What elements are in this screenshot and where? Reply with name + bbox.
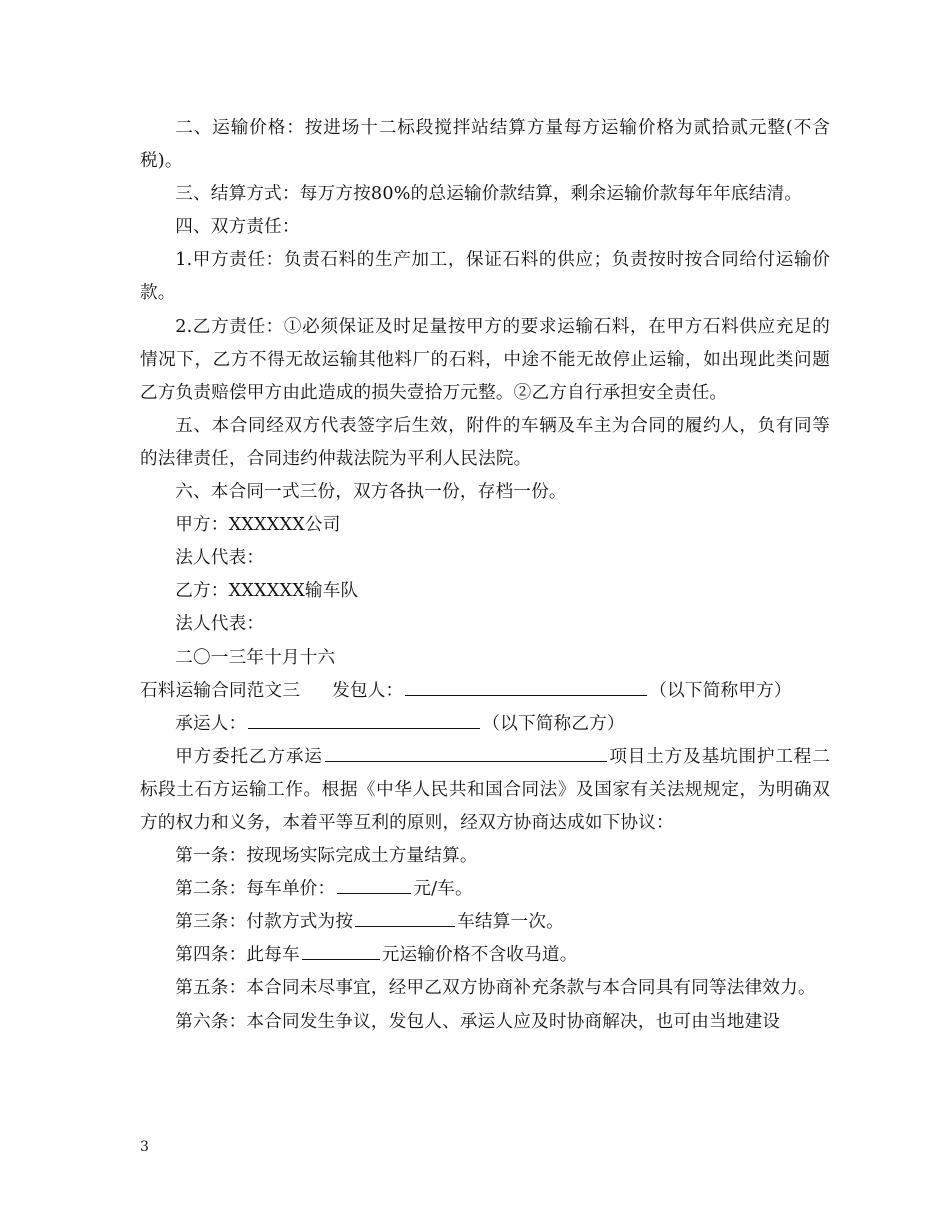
party-b-name: 乙方：XXXXXX输车队 xyxy=(175,581,359,602)
employer-label: 发包人： xyxy=(332,680,404,701)
employer-suffix: （以下简称甲方） xyxy=(649,680,792,701)
article-5: 第五条：本合同未尽事宜，经甲乙双方协商补充条款与本合同具有同等法律效力。 xyxy=(175,978,816,999)
project-blank-field[interactable] xyxy=(325,742,607,761)
contract-three-header-line xyxy=(140,675,830,708)
unit-price-blank-field[interactable] xyxy=(337,875,411,894)
carrier-line xyxy=(140,708,830,741)
article-3 xyxy=(140,906,830,939)
per-truck-price-blank-field[interactable] xyxy=(302,941,380,960)
article-1: 第一条：按现场实际完成土方量结算。 xyxy=(175,846,478,867)
article-2-prefix: 第二条：每车单价： xyxy=(175,879,336,900)
article-3-prefix: 第三条：付款方式为按 xyxy=(175,912,354,933)
clause-copies: 六、本合同一式三份，双方各执一份，存档一份。 xyxy=(175,482,567,503)
clause-settlement: 三、结算方式：每万方按80%的总运输价款结算，剩余运输价款每年年底结清。 xyxy=(175,184,803,205)
party-a-name: 甲方：XXXXXX公司 xyxy=(175,515,341,536)
article-4 xyxy=(140,939,830,972)
article-2 xyxy=(140,873,830,906)
entrust-suffix: 项目土方及基坑围护工程二标段土石方运输工作。根据《中华人民共和国合同法》及国家有关法规规定，为明确双方的权力和义务，本着平等互利的原则，经双方协商达成如下协议： xyxy=(140,746,830,833)
clause-party-a-duty: 1.甲方责任：负责石料的生产加工，保证石料的供应；负责按时按合同给付运输价款。 xyxy=(140,250,830,304)
contract-three-title: 石料运输合同范文三 xyxy=(140,680,301,701)
page-number: 3 xyxy=(140,1139,149,1155)
article-6: 第六条：本合同发生争议，发包人、承运人应及时协商解决，也可由当地建设 xyxy=(175,1011,781,1032)
party-a-representative: 法人代表： xyxy=(175,548,265,569)
party-b-representative: 法人代表： xyxy=(175,614,265,635)
payment-interval-blank-field[interactable] xyxy=(355,908,455,927)
carrier-suffix: （以下简称乙方） xyxy=(482,713,625,734)
article-3-suffix: 车结算一次。 xyxy=(457,912,564,933)
clause-responsibilities-heading: 四、双方责任： xyxy=(175,217,300,238)
document-body xyxy=(140,112,830,1039)
carrier-blank-field[interactable] xyxy=(248,709,480,728)
clause-transport-price: 二、运输价格：按进场十二标段搅拌站结算方量每方运输价格为贰拾贰元整(不含税)。 xyxy=(140,118,830,172)
clause-effectiveness: 五、本合同经双方代表签字后生效，附件的车辆及车主为合同的履约人，负有同等的法律责任，合同违约仲裁法院为平利人民法院。 xyxy=(140,415,830,469)
clause-party-b-duty: 2.乙方责任：①必须保证及时足量按甲方的要求运输石料，在甲方石料供应充足的情况下，乙方不得无故运输其他料厂的石料，中途不能无故停止运输，如出现此类问题乙方负责赔偿甲方由此造成的损失壹拾万元整。②乙方自行承担安全责任。 xyxy=(140,316,830,403)
article-2-suffix: 元/车。 xyxy=(413,879,473,900)
article-4-prefix: 第四条：此每车 xyxy=(175,945,300,966)
signing-date: 二〇一三年十月十六 xyxy=(175,647,336,668)
entrust-clause xyxy=(140,741,830,840)
employer-blank-field[interactable] xyxy=(405,676,647,695)
article-4-suffix: 元运输价格不含收马道。 xyxy=(381,945,578,966)
carrier-label: 承运人： xyxy=(175,713,247,734)
entrust-prefix: 甲方委托乙方承运 xyxy=(175,746,323,767)
